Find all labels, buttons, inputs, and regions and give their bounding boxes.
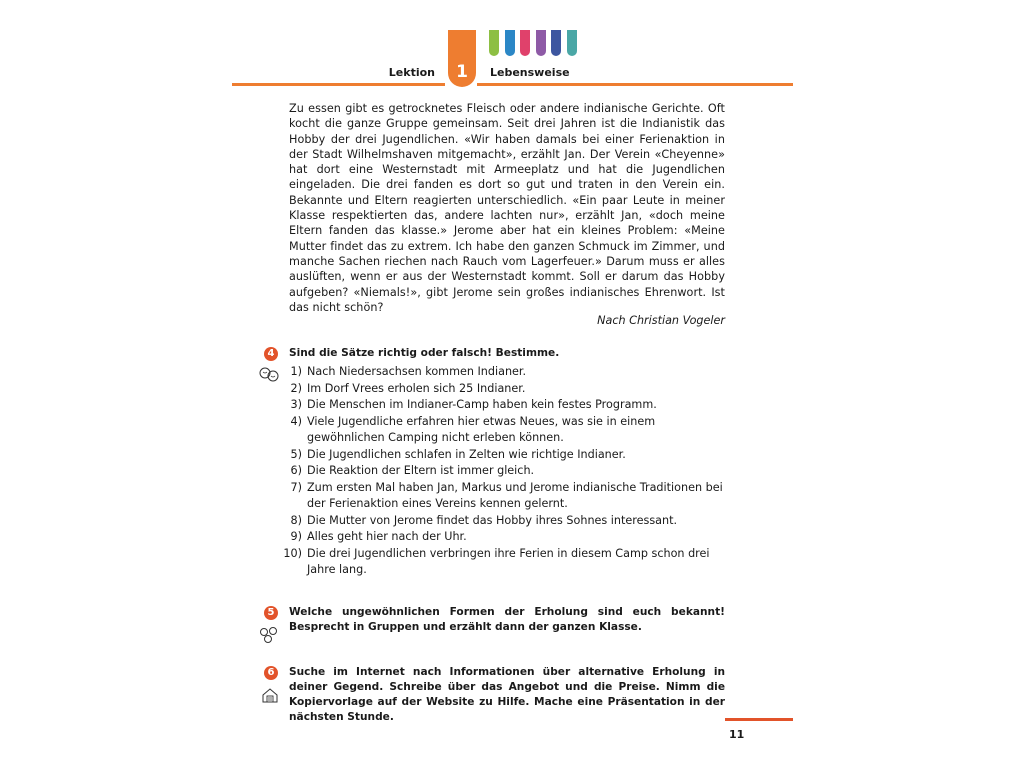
exercise-4-item-number: 2) (290, 381, 302, 395)
header-rule-right (477, 83, 793, 86)
pair-work-icon (258, 366, 280, 384)
lektion-number-tab (448, 30, 476, 87)
exercise-4-item-number: 10) (283, 546, 302, 560)
exercise-4-item (282, 397, 727, 414)
exercise-4-item-number: 7) (290, 480, 302, 494)
chapter-color-tab (551, 30, 561, 56)
lektion-label: Lektion (388, 66, 435, 79)
exercise-5-title: Welche ungewöhnlichen Formen der Erholung sind euch bekannt! Besprecht in Gruppen und erzählt dann der ganzen Klasse. (289, 606, 725, 633)
exercise-4-item (282, 364, 727, 381)
exercise-4-item (282, 381, 727, 398)
exercise-6-number: 6 (264, 666, 278, 680)
exercise-4-item (282, 546, 727, 579)
exercise-4-item-text: Viele Jugendliche erfahren hier etwas Neues, was sie in einem gewöhnlichen Camping nicht erleben können. (307, 414, 656, 444)
chapter-color-tab (536, 30, 546, 56)
exercise-4-list (282, 364, 727, 579)
homework-icon (259, 686, 281, 704)
exercise-4-number: 4 (264, 347, 278, 361)
exercise-4-item-number: 9) (290, 530, 302, 543)
chapter-color-tab (505, 30, 515, 56)
exercise-4-item (282, 513, 727, 530)
exercise-4-item-text: Im Dorf Vrees erholen sich 25 Indianer. (307, 381, 526, 395)
chapter-color-tab (567, 30, 577, 56)
exercise-4-item (282, 447, 727, 464)
exercise-4-item-number: 3) (290, 398, 302, 411)
exercise-4-item (282, 529, 727, 546)
exercise-4-item-text: Zum ersten Mal haben Jan, Markus und Jerome indianische Traditionen bei der Ferienaktion eines Vereins kennen gelernt. (307, 480, 723, 510)
group-work-icon (258, 626, 280, 644)
chapter-color-tab (489, 30, 499, 56)
exercise-4-item-text: Die Menschen im Indianer-Camp haben kein festes Programm. (307, 398, 657, 411)
reading-passage: Zu essen gibt es getrocknetes Fleisch oder andere indianische Gerichte. Oft kocht die ganze Gruppe gemeinsam. Seit drei Jahren ist die Indianistik das Hobby der drei Jugendlichen. «Wir haben damals bei einer Ferienaktion in der Stadt Wilhelmshaven mitgemacht», erzählt Jan. Der Verein «Cheyenne» hat dort eine Westernstadt mit Armeeplatz und hat die Jugendlichen eingeladen. Die drei fanden es dort so gut und traten in den Verein ein. Bekannte und Eltern reagierten unterschiedlich. «Ein paar Leute in meiner Klasse respektierten das, andere lachten nur», erzählt Jan, «doch meine Eltern fanden das klasse.» Jerome aber hat ein kleines Problem: «Meine Mutter findet das zu extrem. Ich habe den ganzen Schmuck im Zimmer, und manche Sachen riechen nach Rauch vom Lagerfeuer.» Darum muss er alles auslüften, wenn er aus der Westernstadt kommt. Soll er darum das Hobby aufgeben? «Niemals!», gibt Jerome sein großes indianisches Ehrenwort. Ist das nicht schön? (289, 102, 725, 314)
exercise-4-item-text: Die Mutter von Jerome findet das Hobby ihres Sohnes interessant. (307, 513, 678, 527)
exercise-4-item-number: 8) (290, 513, 302, 527)
lektion-number: 1 (456, 62, 468, 82)
exercise-4-item-text: Die Reaktion der Eltern ist immer gleich. (307, 464, 535, 477)
exercise-4-item-number: 1) (290, 365, 302, 378)
exercise-4-item (282, 414, 727, 447)
exercise-4-title: Sind die Sätze richtig oder falsch! Bestimme. (289, 347, 560, 359)
exercise-4-item (282, 480, 727, 513)
header-rule-left (232, 83, 445, 86)
chapter-color-tab (520, 30, 530, 56)
exercise-4-item-text: Alles geht hier nach der Uhr. (307, 530, 467, 543)
exercise-4-item-text: Die Jugendlichen schlafen in Zelten wie richtige Indianer. (307, 447, 626, 461)
topic-title: Lebensweise (490, 66, 570, 79)
footer-rule (725, 718, 793, 721)
exercise-4-item-text: Die drei Jugendlichen verbringen ihre Ferien in diesem Camp schon drei Jahre lang. (307, 546, 710, 576)
exercise-4-item-number: 4) (290, 414, 302, 428)
exercise-6-title: Suche im Internet nach Informationen über alternative Erholung in deiner Gegend. Schreibe über das Angebot und die Preise. Nimm die Kopiervorlage auf der Website zu Hilfe. Mache eine Präsentation in der nächsten Stunde. (289, 666, 725, 723)
exercise-4-item (282, 463, 727, 480)
reading-source: Nach Christian Vogeler (597, 314, 725, 327)
page-number: 11 (729, 728, 745, 741)
exercise-4-item-number: 6) (290, 464, 302, 477)
exercise-4-item-number: 5) (290, 447, 302, 461)
exercise-5-number: 5 (264, 606, 278, 620)
exercise-4-item-text: Nach Niedersachsen kommen Indianer. (307, 365, 527, 378)
